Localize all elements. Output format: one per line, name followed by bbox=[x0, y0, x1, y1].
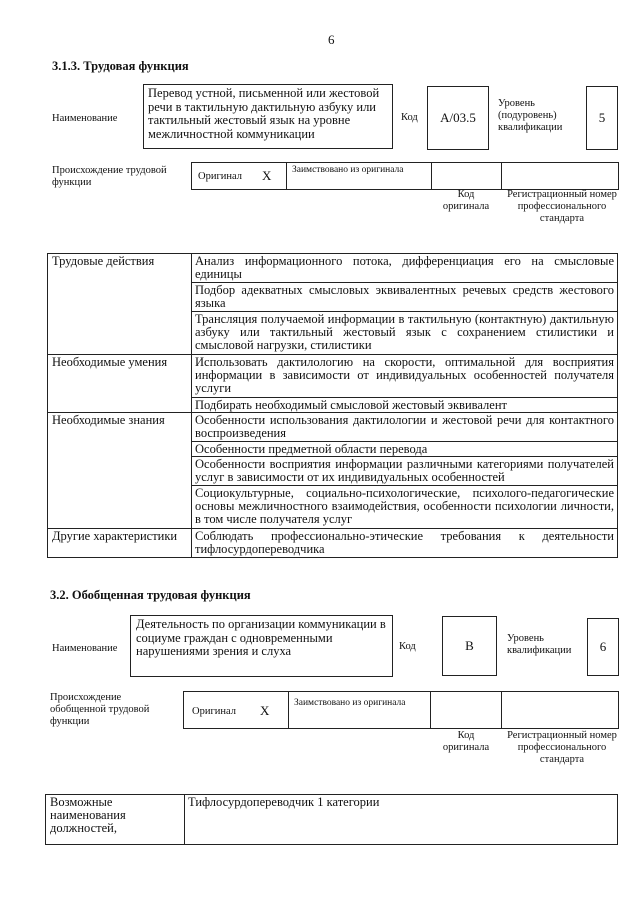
table-row bbox=[48, 413, 618, 442]
row-item: Социокультурные, социально-психологические, психолого-педагогические основы межличностного взаимодействия, особенности психологии личности, в том числе получателя услуг bbox=[192, 486, 618, 529]
row-item: Особенности предметной области перевода bbox=[192, 442, 618, 457]
code-value: B bbox=[465, 638, 474, 653]
row-item: Использовать дактилологию на скорости, оптимальной для восприятия информации в зависимости от индивидуальных особенностей получателя услуги bbox=[192, 355, 618, 398]
code-value: A/03.5 bbox=[440, 110, 476, 125]
original-label: Оригинал bbox=[192, 706, 236, 717]
level-label: Уровень квалификации bbox=[507, 633, 572, 656]
borrowed-label: Заимствовано из оригинала bbox=[292, 165, 404, 175]
name-label: Наименование bbox=[52, 643, 118, 654]
row-label: Необходимые умения bbox=[48, 355, 192, 413]
reg-number-caption: Регистрационный номер профессионального стандарта bbox=[507, 730, 617, 765]
origin-label: Происхождение трудовой функции bbox=[52, 165, 167, 188]
function-name-box bbox=[143, 84, 393, 149]
table-row bbox=[48, 355, 618, 398]
origin-code-caption: Код оригинала bbox=[442, 730, 490, 753]
row-item: Трансляция получаемой информации в тактильную (контактную) дактильную азбуку или тактильный жестовый язык с сохранением стилистики и смысловой нагрузки, стилистики bbox=[192, 312, 618, 355]
table-row bbox=[48, 254, 618, 283]
original-label: Оригинал bbox=[198, 171, 242, 182]
reg-number-caption: Регистрационный номер профессионального стандарта bbox=[507, 189, 617, 224]
level-value: 6 bbox=[599, 639, 607, 654]
level-value: 5 bbox=[598, 110, 606, 125]
function-details-table bbox=[47, 253, 618, 558]
divider bbox=[501, 163, 502, 189]
original-mark: X bbox=[260, 703, 270, 718]
row-item: Подбор адекватных смысловых эквивалентных речевых средств жестового языка bbox=[192, 283, 618, 312]
row-item: Соблюдать профессионально-этические требования к деятельности тифлосурдопереводчика bbox=[192, 529, 618, 558]
page-number: 6 bbox=[328, 32, 335, 47]
section-title: 3.2. Обобщенная трудовая функция bbox=[50, 588, 251, 602]
table-row bbox=[48, 529, 618, 558]
table-row bbox=[46, 795, 618, 845]
section-title: 3.1.3. Трудовая функция bbox=[52, 59, 189, 73]
row-label: Возможные наименования должностей, bbox=[46, 795, 185, 845]
row-item: Тифлосурдопереводчик 1 категории bbox=[185, 795, 618, 845]
code-label: Код bbox=[399, 641, 416, 652]
row-label: Необходимые знания bbox=[48, 413, 192, 529]
row-item: Анализ информационного потока, дифференциация его на смысловые единицы bbox=[192, 254, 618, 283]
divider bbox=[430, 692, 431, 728]
divider bbox=[286, 163, 287, 189]
original-mark: X bbox=[262, 168, 272, 183]
origin-code-caption: Код оригинала bbox=[442, 189, 490, 212]
row-label: Трудовые действия bbox=[48, 254, 192, 355]
origin-row bbox=[183, 691, 619, 729]
borrowed-label: Заимствовано из оригинала bbox=[294, 698, 406, 708]
function-name: Деятельность по организации коммуникации в социуме граждан с одновременными нарушениями зрения и слуха bbox=[136, 617, 386, 658]
level-label: Уровень (подуровень) квалификации bbox=[498, 98, 563, 133]
divider bbox=[431, 163, 432, 189]
level-box bbox=[586, 86, 618, 150]
code-box bbox=[442, 616, 497, 676]
divider bbox=[501, 692, 502, 728]
origin-label: Происхождение обобщенной трудовой функции bbox=[50, 692, 150, 727]
row-label: Другие характеристики bbox=[48, 529, 192, 558]
positions-table bbox=[45, 794, 618, 845]
name-label: Наименование bbox=[52, 113, 118, 124]
row-item: Особенности использования дактилологии и жестовой речи для контактного воспроизведения bbox=[192, 413, 618, 442]
code-label: Код bbox=[401, 112, 418, 123]
level-box bbox=[587, 618, 619, 676]
code-box bbox=[427, 86, 489, 150]
divider bbox=[288, 692, 289, 728]
row-item: Особенности восприятия информации различными категориями получателей услуг в зависимости от их индивидуальных особенностей bbox=[192, 457, 618, 486]
function-name: Перевод устной, письменной или жестовой речи в тактильную дактильную азбуку или тактильный жестовый язык на уровне межличностной коммуникации bbox=[148, 86, 380, 141]
function-name-box bbox=[130, 615, 393, 677]
origin-row bbox=[191, 162, 619, 190]
row-item: Подбирать необходимый смысловой жестовый эквивалент bbox=[192, 398, 618, 413]
